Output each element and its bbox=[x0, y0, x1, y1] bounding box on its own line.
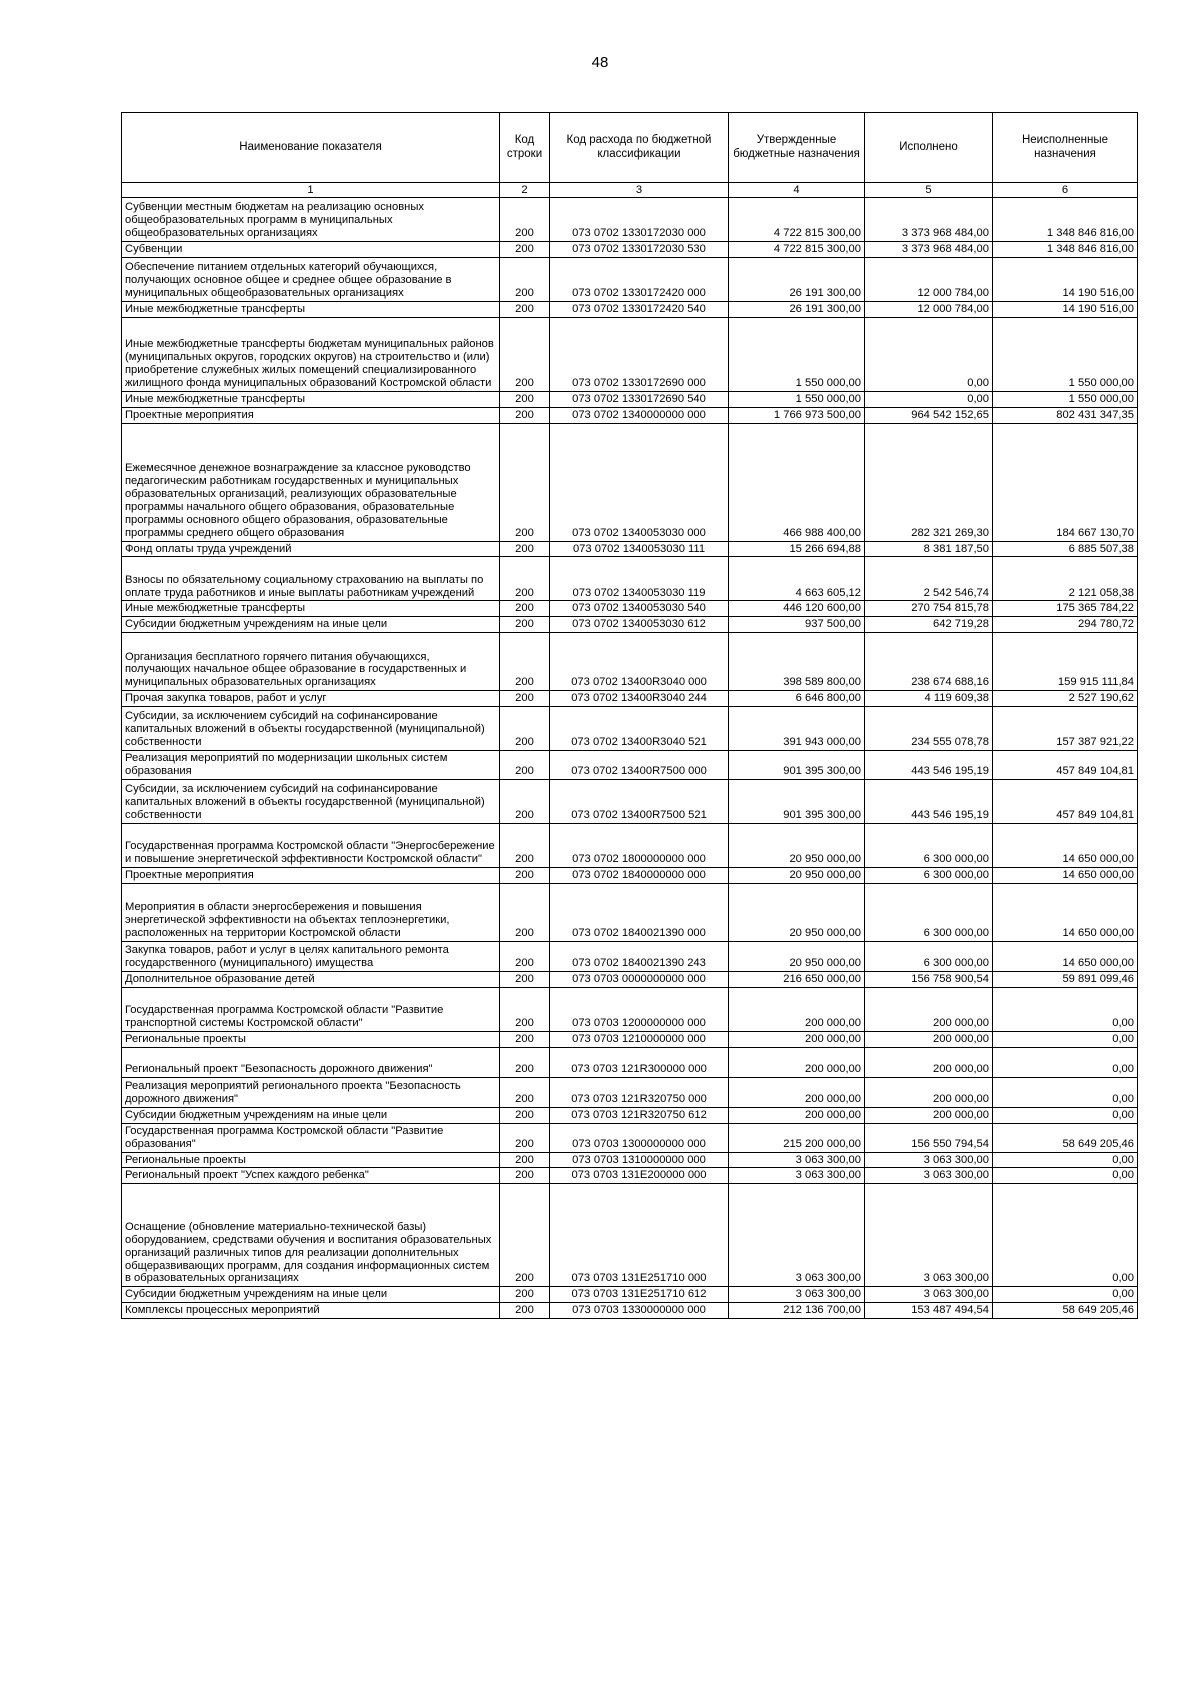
row-budget-code: 073 0702 1840021390 243 bbox=[550, 941, 729, 971]
row-budget-code: 073 0703 1200000000 000 bbox=[550, 987, 729, 1031]
row-approved: 937 500,00 bbox=[729, 617, 865, 633]
row-budget-code: 073 0703 121R320750 612 bbox=[550, 1107, 729, 1123]
row-name: Взносы по обязательному социальному страхованию на выплаты по оплате труда работников и иные выплаты работникам учреждений bbox=[122, 557, 500, 601]
row-unexecuted: 0,00 bbox=[993, 1047, 1138, 1077]
row-line-code: 200 bbox=[500, 824, 550, 868]
row-budget-code: 073 0703 121R320750 000 bbox=[550, 1077, 729, 1107]
row-line-code: 200 bbox=[500, 751, 550, 780]
row-budget-code: 073 0702 1340053030 111 bbox=[550, 541, 729, 557]
column-number: 4 bbox=[729, 183, 865, 198]
table-body bbox=[122, 198, 1138, 1319]
row-name: Региональные проекты bbox=[122, 1031, 500, 1047]
row-approved: 215 200 000,00 bbox=[729, 1123, 865, 1152]
row-executed: 6 300 000,00 bbox=[865, 824, 993, 868]
row-budget-code: 073 0703 1330000000 000 bbox=[550, 1303, 729, 1319]
row-approved: 3 063 300,00 bbox=[729, 1184, 865, 1287]
table-row bbox=[122, 707, 1138, 751]
row-unexecuted: 0,00 bbox=[993, 1031, 1138, 1047]
row-approved: 216 650 000,00 bbox=[729, 971, 865, 987]
row-line-code: 200 bbox=[500, 1077, 550, 1107]
row-approved: 20 950 000,00 bbox=[729, 824, 865, 868]
row-line-code: 200 bbox=[500, 407, 550, 423]
row-approved: 4 663 605,12 bbox=[729, 557, 865, 601]
row-name: Региональные проекты bbox=[122, 1152, 500, 1168]
row-unexecuted: 58 649 205,46 bbox=[993, 1303, 1138, 1319]
header-row bbox=[122, 113, 1138, 183]
row-approved: 446 120 600,00 bbox=[729, 601, 865, 617]
table-row bbox=[122, 317, 1138, 391]
row-line-code: 200 bbox=[500, 707, 550, 751]
row-unexecuted: 0,00 bbox=[993, 1107, 1138, 1123]
row-approved: 4 722 815 300,00 bbox=[729, 242, 865, 258]
row-approved: 20 950 000,00 bbox=[729, 883, 865, 941]
row-name: Комплексы процессных мероприятий bbox=[122, 1303, 500, 1319]
row-name: Иные межбюджетные трансферты бюджетам муниципальных районов (муниципальных округов, городских округов) на строительство и (или) приобретение служебных жилых помещений специализированного жилищного фонда муниципальных образований Костромской области bbox=[122, 317, 500, 391]
table-row bbox=[122, 824, 1138, 868]
row-budget-code: 073 0702 1340053030 119 bbox=[550, 557, 729, 601]
row-unexecuted: 14 650 000,00 bbox=[993, 868, 1138, 884]
row-executed: 642 719,28 bbox=[865, 617, 993, 633]
row-executed: 6 300 000,00 bbox=[865, 868, 993, 884]
row-approved: 1 550 000,00 bbox=[729, 391, 865, 407]
row-executed: 8 381 187,50 bbox=[865, 541, 993, 557]
row-line-code: 200 bbox=[500, 1303, 550, 1319]
row-unexecuted: 0,00 bbox=[993, 1184, 1138, 1287]
row-line-code: 200 bbox=[500, 1107, 550, 1123]
row-line-code: 200 bbox=[500, 541, 550, 557]
row-name: Субвенции bbox=[122, 242, 500, 258]
row-unexecuted: 1 348 846 816,00 bbox=[993, 198, 1138, 242]
row-unexecuted: 457 849 104,81 bbox=[993, 751, 1138, 780]
row-unexecuted: 802 431 347,35 bbox=[993, 407, 1138, 423]
row-budget-code: 073 0702 13400R7500 000 bbox=[550, 751, 729, 780]
row-unexecuted: 14 190 516,00 bbox=[993, 301, 1138, 317]
row-name: Обеспечение питанием отдельных категорий обучающихся, получающих основное общее и среднее общее образование в муниципальных общеобразовательных организациях bbox=[122, 257, 500, 301]
row-name: Реализация мероприятий по модернизации школьных систем образования bbox=[122, 751, 500, 780]
table-row bbox=[122, 691, 1138, 707]
row-executed: 964 542 152,65 bbox=[865, 407, 993, 423]
row-budget-code: 073 0702 1330172420 000 bbox=[550, 257, 729, 301]
table-row bbox=[122, 557, 1138, 601]
row-name: Субвенции местным бюджетам на реализацию основных общеобразовательных программ в муниципальных общеобразовательных организациях bbox=[122, 198, 500, 242]
row-approved: 6 646 800,00 bbox=[729, 691, 865, 707]
row-line-code: 200 bbox=[500, 883, 550, 941]
row-executed: 200 000,00 bbox=[865, 1031, 993, 1047]
table-row bbox=[122, 198, 1138, 242]
table-row bbox=[122, 1077, 1138, 1107]
row-name: Проектные мероприятия bbox=[122, 868, 500, 884]
row-name: Дополнительное образование детей bbox=[122, 971, 500, 987]
row-unexecuted: 1 550 000,00 bbox=[993, 391, 1138, 407]
row-approved: 4 722 815 300,00 bbox=[729, 198, 865, 242]
row-unexecuted: 159 915 111,84 bbox=[993, 633, 1138, 691]
row-unexecuted: 0,00 bbox=[993, 987, 1138, 1031]
row-approved: 200 000,00 bbox=[729, 1031, 865, 1047]
row-name: Закупка товаров, работ и услуг в целях капитального ремонта государственного (муниципального) имущества bbox=[122, 941, 500, 971]
row-unexecuted: 14 650 000,00 bbox=[993, 941, 1138, 971]
table-row bbox=[122, 633, 1138, 691]
row-unexecuted: 184 667 130,70 bbox=[993, 423, 1138, 541]
row-budget-code: 073 0702 1340053030 540 bbox=[550, 601, 729, 617]
row-name: Оснащение (обновление материально-технической базы) оборудованием, средствами обучения и воспитания образовательных организаций различных типов для реализации дополнительных общеразвивающих программ, для создания информационных систем в образовательных организациях bbox=[122, 1184, 500, 1287]
row-unexecuted: 0,00 bbox=[993, 1077, 1138, 1107]
row-name: Иные межбюджетные трансферты bbox=[122, 301, 500, 317]
row-approved: 3 063 300,00 bbox=[729, 1168, 865, 1184]
row-approved: 200 000,00 bbox=[729, 1107, 865, 1123]
row-name: Субсидии бюджетным учреждениям на иные цели bbox=[122, 1107, 500, 1123]
row-approved: 15 266 694,88 bbox=[729, 541, 865, 557]
row-name: Проектные мероприятия bbox=[122, 407, 500, 423]
table-row bbox=[122, 751, 1138, 780]
row-executed: 200 000,00 bbox=[865, 1107, 993, 1123]
row-executed: 0,00 bbox=[865, 317, 993, 391]
row-approved: 391 943 000,00 bbox=[729, 707, 865, 751]
row-unexecuted: 1 550 000,00 bbox=[993, 317, 1138, 391]
row-name: Реализация мероприятий регионального проекта "Безопасность дорожного движения" bbox=[122, 1077, 500, 1107]
row-executed: 153 487 494,54 bbox=[865, 1303, 993, 1319]
row-budget-code: 073 0703 1300000000 000 bbox=[550, 1123, 729, 1152]
row-budget-code: 073 0702 1330172030 000 bbox=[550, 198, 729, 242]
row-unexecuted: 58 649 205,46 bbox=[993, 1123, 1138, 1152]
row-name: Региональный проект "Безопасность дорожного движения" bbox=[122, 1047, 500, 1077]
table-row bbox=[122, 971, 1138, 987]
column-number: 5 bbox=[865, 183, 993, 198]
row-name: Субсидии, за исключением субсидий на софинансирование капитальных вложений в объекты государственной (муниципальной) собственности bbox=[122, 780, 500, 824]
table-row bbox=[122, 1107, 1138, 1123]
row-name: Субсидии бюджетным учреждениям на иные цели bbox=[122, 617, 500, 633]
row-approved: 466 988 400,00 bbox=[729, 423, 865, 541]
column-number: 3 bbox=[550, 183, 729, 198]
row-executed: 3 063 300,00 bbox=[865, 1287, 993, 1303]
header-executed: Исполнено bbox=[865, 113, 993, 183]
row-approved: 26 191 300,00 bbox=[729, 301, 865, 317]
row-executed: 2 542 546,74 bbox=[865, 557, 993, 601]
row-line-code: 200 bbox=[500, 242, 550, 258]
table-row bbox=[122, 1031, 1138, 1047]
row-executed: 270 754 815,78 bbox=[865, 601, 993, 617]
column-number-row bbox=[122, 183, 1138, 198]
row-executed: 0,00 bbox=[865, 391, 993, 407]
row-executed: 3 373 968 484,00 bbox=[865, 242, 993, 258]
row-approved: 1 766 973 500,00 bbox=[729, 407, 865, 423]
row-budget-code: 073 0702 1340053030 000 bbox=[550, 423, 729, 541]
row-unexecuted: 294 780,72 bbox=[993, 617, 1138, 633]
row-approved: 3 063 300,00 bbox=[729, 1152, 865, 1168]
row-approved: 901 395 300,00 bbox=[729, 780, 865, 824]
row-line-code: 200 bbox=[500, 557, 550, 601]
row-line-code: 200 bbox=[500, 317, 550, 391]
row-name: Региональный проект "Успех каждого ребенка" bbox=[122, 1168, 500, 1184]
row-line-code: 200 bbox=[500, 198, 550, 242]
row-name: Государственная программа Костромской области "Энергосбережение и повышение энергетической эффективности Костромской области" bbox=[122, 824, 500, 868]
row-unexecuted: 14 190 516,00 bbox=[993, 257, 1138, 301]
row-budget-code: 073 0702 1330172030 530 bbox=[550, 242, 729, 258]
row-executed: 3 063 300,00 bbox=[865, 1152, 993, 1168]
row-line-code: 200 bbox=[500, 1184, 550, 1287]
row-unexecuted: 175 365 784,22 bbox=[993, 601, 1138, 617]
row-executed: 6 300 000,00 bbox=[865, 941, 993, 971]
row-unexecuted: 0,00 bbox=[993, 1287, 1138, 1303]
row-name: Мероприятия в области энергосбережения и повышения энергетической эффективности на объектах теплоэнергетики, расположенных на территории Костромской области bbox=[122, 883, 500, 941]
row-unexecuted: 14 650 000,00 bbox=[993, 824, 1138, 868]
table-row bbox=[122, 601, 1138, 617]
row-budget-code: 073 0702 1800000000 000 bbox=[550, 824, 729, 868]
row-approved: 20 950 000,00 bbox=[729, 868, 865, 884]
row-budget-code: 073 0703 121R300000 000 bbox=[550, 1047, 729, 1077]
table-row bbox=[122, 407, 1138, 423]
row-budget-code: 073 0702 1340053030 612 bbox=[550, 617, 729, 633]
row-line-code: 200 bbox=[500, 1168, 550, 1184]
row-name: Государственная программа Костромской области "Развитие образования" bbox=[122, 1123, 500, 1152]
row-unexecuted: 457 849 104,81 bbox=[993, 780, 1138, 824]
table-row bbox=[122, 1168, 1138, 1184]
row-executed: 200 000,00 bbox=[865, 1047, 993, 1077]
table-row bbox=[122, 1047, 1138, 1077]
row-name: Субсидии бюджетным учреждениям на иные цели bbox=[122, 1287, 500, 1303]
row-unexecuted: 6 885 507,38 bbox=[993, 541, 1138, 557]
row-executed: 3 063 300,00 bbox=[865, 1184, 993, 1287]
row-budget-code: 073 0702 1840021390 000 bbox=[550, 883, 729, 941]
row-budget-code: 073 0702 13400R3040 521 bbox=[550, 707, 729, 751]
table-row bbox=[122, 868, 1138, 884]
table-row bbox=[122, 1303, 1138, 1319]
row-budget-code: 073 0702 1330172690 540 bbox=[550, 391, 729, 407]
row-line-code: 200 bbox=[500, 780, 550, 824]
row-line-code: 200 bbox=[500, 1031, 550, 1047]
row-name: Иные межбюджетные трансферты bbox=[122, 601, 500, 617]
header-name: Наименование показателя bbox=[122, 113, 500, 183]
header-unexecuted: Неисполненные назначения bbox=[993, 113, 1138, 183]
row-budget-code: 073 0703 131E251710 612 bbox=[550, 1287, 729, 1303]
table-row bbox=[122, 987, 1138, 1031]
row-unexecuted: 2 121 058,38 bbox=[993, 557, 1138, 601]
row-unexecuted: 14 650 000,00 bbox=[993, 883, 1138, 941]
row-budget-code: 073 0703 1310000000 000 bbox=[550, 1152, 729, 1168]
row-line-code: 200 bbox=[500, 941, 550, 971]
row-budget-code: 073 0703 1210000000 000 bbox=[550, 1031, 729, 1047]
row-name: Иные межбюджетные трансферты bbox=[122, 391, 500, 407]
row-name: Фонд оплаты труда учреждений bbox=[122, 541, 500, 557]
row-executed: 443 546 195,19 bbox=[865, 751, 993, 780]
row-line-code: 200 bbox=[500, 987, 550, 1031]
row-budget-code: 073 0703 0000000000 000 bbox=[550, 971, 729, 987]
row-approved: 200 000,00 bbox=[729, 1047, 865, 1077]
table-row bbox=[122, 257, 1138, 301]
row-line-code: 200 bbox=[500, 1123, 550, 1152]
row-unexecuted: 0,00 bbox=[993, 1152, 1138, 1168]
row-name: Субсидии, за исключением субсидий на софинансирование капитальных вложений в объекты государственной (муниципальной) собственности bbox=[122, 707, 500, 751]
table-row bbox=[122, 1184, 1138, 1287]
row-budget-code: 073 0703 131E251710 000 bbox=[550, 1184, 729, 1287]
row-budget-code: 073 0702 1840000000 000 bbox=[550, 868, 729, 884]
row-executed: 3 063 300,00 bbox=[865, 1168, 993, 1184]
row-budget-code: 073 0702 1330172690 000 bbox=[550, 317, 729, 391]
row-line-code: 200 bbox=[500, 301, 550, 317]
table-row bbox=[122, 780, 1138, 824]
header-budget-code: Код расхода по бюджетной классификации bbox=[550, 113, 729, 183]
row-budget-code: 073 0702 1340000000 000 bbox=[550, 407, 729, 423]
row-name: Организация бесплатного горячего питания обучающихся, получающих начальное общее образование в государственных и муниципальных образовательных организациях bbox=[122, 633, 500, 691]
row-budget-code: 073 0702 13400R7500 521 bbox=[550, 780, 729, 824]
row-line-code: 200 bbox=[500, 1287, 550, 1303]
row-executed: 443 546 195,19 bbox=[865, 780, 993, 824]
row-executed: 282 321 269,30 bbox=[865, 423, 993, 541]
table-row bbox=[122, 883, 1138, 941]
row-approved: 20 950 000,00 bbox=[729, 941, 865, 971]
row-executed: 238 674 688,16 bbox=[865, 633, 993, 691]
table-row bbox=[122, 541, 1138, 557]
row-line-code: 200 bbox=[500, 257, 550, 301]
row-budget-code: 073 0702 13400R3040 000 bbox=[550, 633, 729, 691]
row-approved: 398 589 800,00 bbox=[729, 633, 865, 691]
row-executed: 234 555 078,78 bbox=[865, 707, 993, 751]
column-number: 6 bbox=[993, 183, 1138, 198]
header-approved: Утвержденные бюджетные назначения bbox=[729, 113, 865, 183]
row-budget-code: 073 0703 131E200000 000 bbox=[550, 1168, 729, 1184]
row-executed: 156 758 900,54 bbox=[865, 971, 993, 987]
column-number: 1 bbox=[122, 183, 500, 198]
row-name: Прочая закупка товаров, работ и услуг bbox=[122, 691, 500, 707]
table-row bbox=[122, 941, 1138, 971]
table-row bbox=[122, 1123, 1138, 1152]
header-line-code: Код строки bbox=[500, 113, 550, 183]
row-budget-code: 073 0702 1330172420 540 bbox=[550, 301, 729, 317]
row-line-code: 200 bbox=[500, 868, 550, 884]
row-line-code: 200 bbox=[500, 691, 550, 707]
row-name: Ежемесячное денежное вознаграждение за классное руководство педагогическим работникам государственных и муниципальных образовательных организаций, реализующих образовательные программы начального общего образования, образовательные программы основного общего образования, образовательные программы среднего общего образования bbox=[122, 423, 500, 541]
row-approved: 1 550 000,00 bbox=[729, 317, 865, 391]
row-approved: 3 063 300,00 bbox=[729, 1287, 865, 1303]
table-row bbox=[122, 242, 1138, 258]
row-line-code: 200 bbox=[500, 971, 550, 987]
table-row bbox=[122, 301, 1138, 317]
row-line-code: 200 bbox=[500, 601, 550, 617]
row-unexecuted: 157 387 921,22 bbox=[993, 707, 1138, 751]
row-line-code: 200 bbox=[500, 1152, 550, 1168]
row-executed: 6 300 000,00 bbox=[865, 883, 993, 941]
budget-execution-table bbox=[121, 112, 1138, 1319]
row-approved: 212 136 700,00 bbox=[729, 1303, 865, 1319]
row-executed: 12 000 784,00 bbox=[865, 301, 993, 317]
table-row bbox=[122, 423, 1138, 541]
row-line-code: 200 bbox=[500, 617, 550, 633]
row-approved: 26 191 300,00 bbox=[729, 257, 865, 301]
row-executed: 4 119 609,38 bbox=[865, 691, 993, 707]
row-line-code: 200 bbox=[500, 1047, 550, 1077]
column-number: 2 bbox=[500, 183, 550, 198]
row-unexecuted: 1 348 846 816,00 bbox=[993, 242, 1138, 258]
table-row bbox=[122, 391, 1138, 407]
row-executed: 3 373 968 484,00 bbox=[865, 198, 993, 242]
row-budget-code: 073 0702 13400R3040 244 bbox=[550, 691, 729, 707]
row-unexecuted: 0,00 bbox=[993, 1168, 1138, 1184]
row-line-code: 200 bbox=[500, 633, 550, 691]
row-unexecuted: 59 891 099,46 bbox=[993, 971, 1138, 987]
table-row bbox=[122, 1287, 1138, 1303]
row-line-code: 200 bbox=[500, 423, 550, 541]
row-executed: 156 550 794,54 bbox=[865, 1123, 993, 1152]
row-executed: 200 000,00 bbox=[865, 1077, 993, 1107]
row-executed: 12 000 784,00 bbox=[865, 257, 993, 301]
row-approved: 200 000,00 bbox=[729, 987, 865, 1031]
page-number: 48 bbox=[591, 54, 609, 71]
table-row bbox=[122, 617, 1138, 633]
row-approved: 901 395 300,00 bbox=[729, 751, 865, 780]
row-line-code: 200 bbox=[500, 391, 550, 407]
row-unexecuted: 2 527 190,62 bbox=[993, 691, 1138, 707]
row-approved: 200 000,00 bbox=[729, 1077, 865, 1107]
row-executed: 200 000,00 bbox=[865, 987, 993, 1031]
table-row bbox=[122, 1152, 1138, 1168]
row-name: Государственная программа Костромской области "Развитие транспортной системы Костромской области" bbox=[122, 987, 500, 1031]
